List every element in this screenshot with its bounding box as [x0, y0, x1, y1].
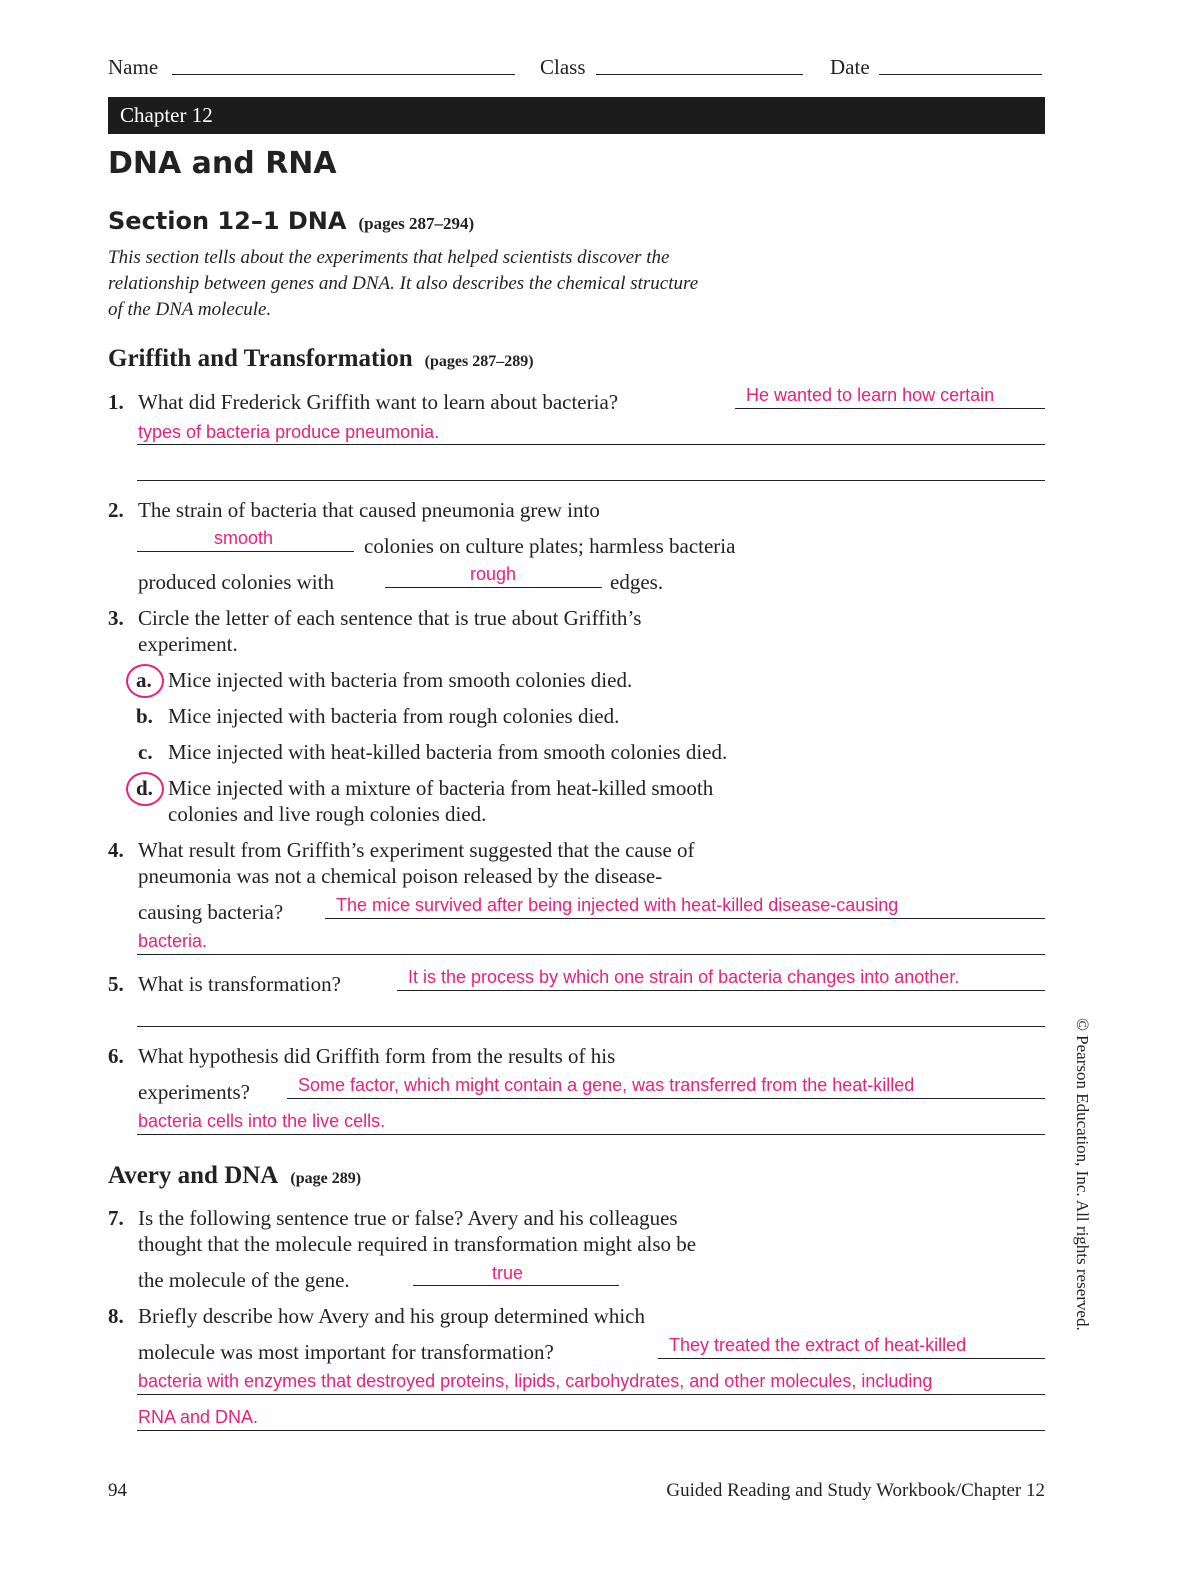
q3-option-b-letter[interactable]: b. [136, 704, 153, 728]
q7-answer: true [492, 1263, 524, 1283]
q1-text: What did Frederick Griffith want to learn about bacteria? [138, 390, 619, 414]
chapter-banner [108, 97, 1045, 134]
q7-text-3: the molecule of the gene. [138, 1268, 350, 1292]
q3-option-d-text-2: colonies and live rough colonies died. [168, 802, 487, 826]
q4-answer-line-1[interactable] [325, 918, 1045, 919]
q8-text-2: molecule was most important for transformation? [138, 1340, 554, 1364]
q8-answer-line-1[interactable] [658, 1358, 1045, 1359]
q2-answer-2: rough [470, 564, 517, 584]
date-label: Date [830, 55, 870, 79]
q4-text-2: pneumonia was not a chemical poison released by the disease- [138, 864, 663, 888]
workbook-title: Guided Reading and Study Workbook/Chapter 12 [666, 1480, 1045, 1501]
section-pages: (pages 287–294) [358, 214, 475, 233]
q8-answer-1: They treated the extract of heat-killed [669, 1335, 967, 1355]
q2-text-2: colonies on culture plates; harmless bacteria [364, 534, 736, 558]
q4-number: 4. [108, 838, 124, 862]
q4-answer-1: The mice survived after being injected with heat-killed disease-causing [336, 895, 899, 915]
intro-line-3: of the DNA molecule. [108, 299, 272, 320]
q8-answer-3: RNA and DNA. [138, 1407, 259, 1427]
class-label: Class [540, 55, 586, 79]
section-title: Section 12–1 DNA [108, 207, 347, 235]
q3-option-b-text: Mice injected with bacteria from rough colonies died. [168, 704, 620, 728]
intro-line-2: relationship between genes and DNA. It also describes the chemical structure [108, 273, 699, 294]
page-title: DNA and RNA [108, 146, 337, 181]
q3-text-1: Circle the letter of each sentence that is true about Griffith’s [138, 606, 642, 630]
q4-text-1: What result from Griffith’s experiment suggested that the cause of [138, 838, 695, 862]
q7-blank[interactable] [413, 1285, 619, 1286]
q4-answer-line-2[interactable] [137, 954, 1045, 955]
q6-number: 6. [108, 1044, 124, 1068]
q2-answer-1: smooth [214, 528, 274, 548]
q7-number: 7. [108, 1206, 124, 1230]
q8-text-1: Briefly describe how Avery and his group determined which [138, 1304, 645, 1328]
q3-option-d-letter[interactable]: d. [136, 776, 153, 800]
avery-heading [108, 1163, 361, 1192]
name-label: Name [108, 55, 159, 79]
intro-line-1: This section tells about the experiments that helped scientists discover the [108, 247, 670, 268]
section-heading [108, 207, 474, 237]
q3-option-c-text: Mice injected with heat-killed bacteria from smooth colonies died. [168, 740, 728, 764]
q6-answer-2: bacteria cells into the live cells. [138, 1111, 386, 1131]
q1-number: 1. [108, 390, 124, 414]
q3-option-a-text: Mice injected with bacteria from smooth colonies died. [168, 668, 633, 692]
name-field[interactable] [172, 74, 515, 75]
q3-option-c-letter[interactable]: c. [138, 740, 153, 764]
q3-text-2: experiment. [138, 632, 238, 656]
chapter-label: Chapter 12 [120, 103, 213, 127]
q5-text: What is transformation? [138, 972, 341, 996]
q2-number: 2. [108, 498, 124, 522]
q2-text-3a: produced colonies with [138, 570, 334, 594]
q1-answer-2: types of bacteria produce pneumonia. [138, 422, 440, 442]
q8-number: 8. [108, 1304, 124, 1328]
q6-answer-1: Some factor, which might contain a gene, was transferred from the heat-killed [298, 1075, 915, 1095]
page-number: 94 [108, 1480, 127, 1501]
copyright-notice: © Pearson Education, Inc. All rights reserved. [1073, 1018, 1092, 1331]
q1-answer-1: He wanted to learn how certain [746, 385, 995, 405]
griffith-heading [108, 346, 534, 375]
q3-number: 3. [108, 606, 124, 630]
q2-blank-2[interactable] [385, 587, 602, 588]
q4-answer-2: bacteria. [138, 931, 208, 951]
q6-answer-line-2[interactable] [137, 1134, 1045, 1135]
q1-answer-line-2[interactable] [137, 444, 1045, 445]
q6-text-1: What hypothesis did Griffith form from the results of his [138, 1044, 616, 1068]
q6-answer-line-1[interactable] [287, 1098, 1045, 1099]
q4-text-3: causing bacteria? [138, 900, 284, 924]
q5-number: 5. [108, 972, 124, 996]
q2-text-1: The strain of bacteria that caused pneumonia grew into [138, 498, 600, 522]
q7-text-1: Is the following sentence true or false? Avery and his colleagues [138, 1206, 678, 1230]
avery-pages: (page 289) [290, 1170, 362, 1187]
date-field[interactable] [879, 74, 1042, 75]
q2-text-3b: edges. [610, 570, 664, 594]
q8-answer-line-3[interactable] [137, 1430, 1045, 1431]
q1-answer-line-1[interactable] [735, 408, 1045, 409]
q8-answer-line-2[interactable] [137, 1394, 1045, 1395]
q1-answer-line-3[interactable] [137, 480, 1045, 481]
q7-text-2: thought that the molecule required in transformation might also be [138, 1232, 697, 1256]
q3-option-d-text: Mice injected with a mixture of bacteria from heat-killed smooth [168, 776, 714, 800]
q5-answer-line-2[interactable] [137, 1026, 1045, 1027]
q5-answer: It is the process by which one strain of bacteria changes into another. [408, 967, 960, 987]
class-field[interactable] [596, 74, 803, 75]
griffith-pages: (pages 287–289) [424, 353, 534, 370]
q5-answer-line-1[interactable] [397, 990, 1045, 991]
q6-text-2: experiments? [138, 1080, 250, 1104]
griffith-title: Griffith and Transformation [108, 345, 413, 372]
avery-title: Avery and DNA [108, 1162, 279, 1189]
q2-blank-1[interactable] [137, 551, 354, 552]
q8-answer-2: bacteria with enzymes that destroyed proteins, lipids, carbohydrates, and other molecules, including [138, 1371, 933, 1391]
q3-option-a-letter[interactable]: a. [136, 668, 152, 692]
